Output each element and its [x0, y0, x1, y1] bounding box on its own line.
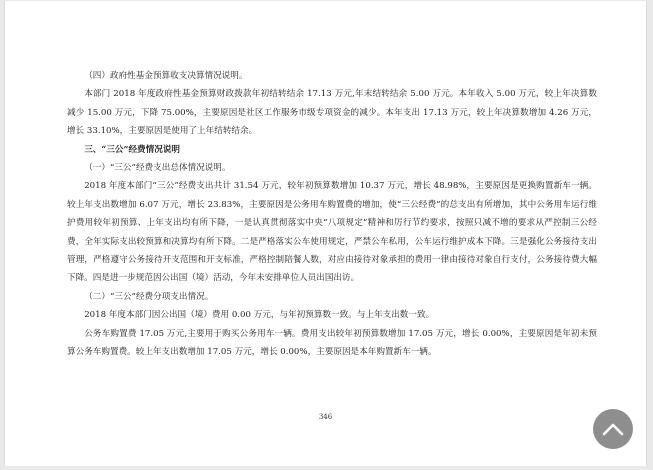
- paragraph-vehicle-purchase: 公务车购置费 17.05 万元,主要用于购买公务用车一辆。费用支出较年初预算数增加 17.05 万元，增长 0.00%，主要原因是年初未预算公务车购置费。较上年支出数增加 17.05 万元，增长 0.00%，主要原因是本年购置新车一辆。: [67, 328, 597, 358]
- paragraph-fund-budget-heading: （四）政府性基金预算收支决算情况说明。: [84, 71, 248, 81]
- paragraph-three-public-overview-heading: （一）“三公”经费支出总体情况说明。: [84, 163, 231, 174]
- section-heading-three-public: 三、“三公”经费情况说明: [84, 144, 181, 155]
- chevron-up-icon: [602, 422, 624, 436]
- document-page: [4, 1, 647, 466]
- page-number: 346: [318, 413, 333, 421]
- paragraph-three-public-overview: 2018 年度本部门“三公”经费支出共计 31.54 万元，较年初预算数增加 10.37 万元，增长 48.98%，主要原因是更换购置新车一辆。较上年支出数增加 6.07 万元，增长 23.83%，主要原因是公务用车购置费的增加，使“三公经费”的总支出有所增加，其中公务用车运行维护费用较年初预算、上年支出均有所下降，一是认真贯彻落实中央“八项规定”精神和厉行节约要求，按照只减不增的要求从严控制三公经费，全年实际支出较预算和决算均有所下降。二是严格落实公车使用规定，严禁公车私用，公车运行维护成本下降。三是强化公务接待支出管理，严格遵守公务接待开支范围和开支标准，严格控制陪餐人数，对应由接待对象承担的费用一律由接待对象自行支付，公务接待费大幅下降。四是进一步规范因公出国（境）活动，今年未安排单位人员出国出访。: [67, 181, 597, 284]
- paragraph-three-public-items-heading: （二）“三公”经费分项支出情况。: [84, 291, 214, 302]
- paragraph-overseas-travel: 2018 年度本部门因公出国（境）费用 0.00 万元，与年初预算数一致。与上年支出数一致。: [84, 310, 435, 321]
- document-body: [67, 67, 597, 362]
- paragraph-fund-budget-details: 本部门 2018 年度政府性基金预算财政拨款年初结转结余 17.13 万元,年末结转结余 5.00 万元。本年收入 5.00 万元，较上年决算数减少 15.00 万元，下降 75.00%，主要原因是社区工作服务市级专项资金的减少。本年支出 17.13 万元，较上年决算数增加 4.26 万元，增长 33.10%，主要原因是使用了上年结转结余。: [67, 89, 597, 137]
- scroll-to-top-button[interactable]: [593, 409, 633, 449]
